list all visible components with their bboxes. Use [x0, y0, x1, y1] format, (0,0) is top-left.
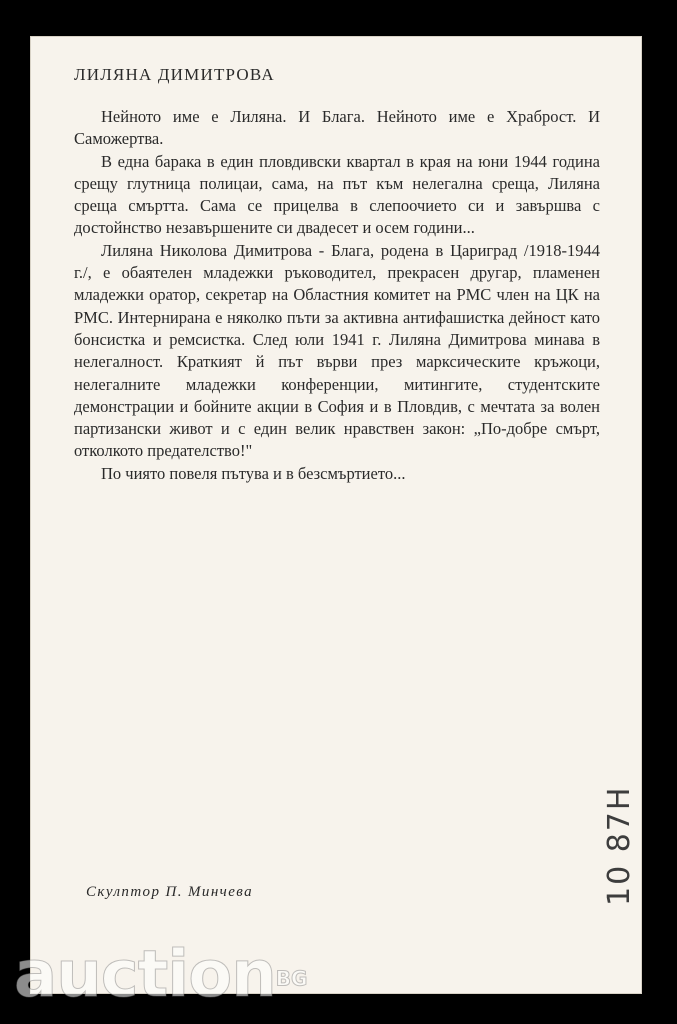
watermark-text: auction — [14, 938, 276, 1012]
card-title: ЛИЛЯНА ДИМИТРОВА — [74, 65, 275, 84]
watermark-suffix: BG — [275, 966, 308, 991]
paragraph-1: Нейното име е Лиляна. И Блага. Нейното име е Храброст. И Саможертва. — [74, 107, 600, 149]
paragraph-3: Лиляна Николова Димитрова - Блага, родена в Цариград /1918-1944 г./, е обаятелен младежки ръководител, прекрасен другар, пламенен младежки оратор, секретар на Областния комитет на РМС член на ЦК на РМС. Интернирана е няколко пъти за активна антифашистка дейност като бонсистка и ремсистка. След юли 1941 г. Лиляна Димитрова минава в нелегалност. Краткият й път върви през марксическите кръжоци, нелегалните младежки конференции, митингите, студентските демонстрации и бойните акции в София и в Пловдив, с мечтата за волен партизански живот и с един велик нравствен закон: „По-добре смърт, отколкото предателство!" — [74, 240, 600, 461]
handwritten-note: 10 87Н — [602, 785, 637, 906]
paragraph-2: В една барака в един пловдивски квартал в края на юни 1944 година срещу глутница полицаи, сама, на път към нелегална среща, Лиляна среща смъртта. Сама се прицелва в слепоочието си и завършва с достойнство незавършените си двадесет и осем години... — [74, 151, 600, 238]
sculptor-caption: Скулптор П. Минчева — [86, 884, 253, 900]
card-body — [74, 106, 600, 485]
auction-watermark — [14, 938, 307, 1012]
paragraph-4: По чиято повеля пътува и в безсмъртието... — [101, 463, 406, 483]
postcard-back — [30, 36, 642, 994]
